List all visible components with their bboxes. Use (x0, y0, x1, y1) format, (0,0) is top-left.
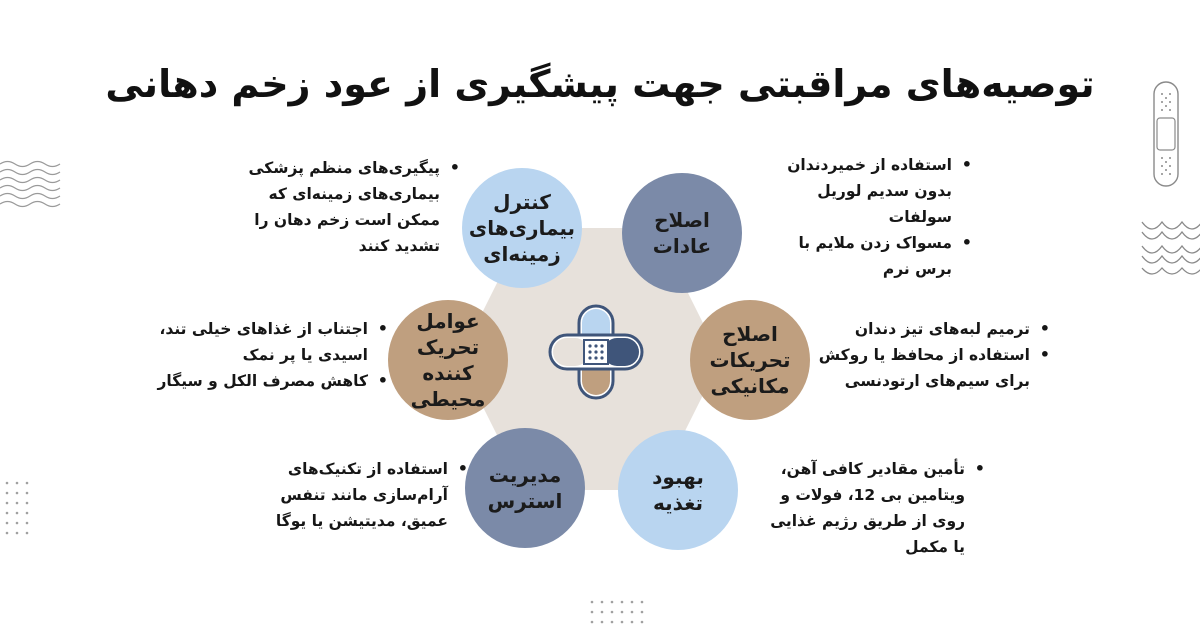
list-item: • کاهش مصرف الکل و سیگار (150, 368, 368, 394)
page-title: توصیه‌های مراقبتی جهت پیشگیری از عود زخم دهانی (105, 62, 1095, 106)
habits-list (760, 152, 974, 282)
environment-list (150, 316, 390, 394)
list-item: • اجتناب از غذاهای خیلی تند، اسیدی یا پر نمک (150, 316, 368, 368)
node-environment-label: عوامل تحریک کننده محیطی (410, 309, 486, 411)
node-disease-control (462, 168, 582, 288)
dot-grid-bottom-decoration (588, 598, 654, 628)
node-nutrition-label: بهبود تغذیه (652, 465, 704, 515)
node-environment (388, 300, 508, 420)
node-disease-control-label: کنترل بیماری‌های زمینه‌ای (468, 190, 576, 266)
node-habits-label: اصلاح عادات (652, 208, 712, 258)
node-stress-label: مدیریت استرس (487, 463, 563, 513)
node-habits (622, 173, 742, 293)
list-item: • ترمیم لبه‌های تیز دندان (815, 316, 1030, 342)
node-mechanical (690, 300, 810, 420)
node-mechanical-label: اصلاح تحریکات مکانیکی (709, 322, 791, 398)
list-item: • استفاده از تکنیک‌های آرام‌سازی مانند تنفس عمیق، مدیتیشن یا یوگا (236, 456, 448, 534)
nutrition-list (755, 456, 987, 560)
node-nutrition (618, 430, 738, 550)
scallop-pattern-decoration (1140, 216, 1200, 278)
list-item: • استفاده از خمیردندان بدون سدیم لوریل سولفات (760, 152, 952, 230)
list-item: • استفاده از محافظ یا روکش برای سیم‌های ارتودنسی (815, 342, 1030, 394)
wave-lines-decoration (0, 160, 62, 214)
dot-grid-left-decoration (4, 480, 38, 542)
node-stress (465, 428, 585, 548)
mechanical-list (815, 316, 1052, 394)
healthcare-cross-icon (548, 304, 644, 400)
list-item: • پیگیری‌های منظم پزشکی بیماری‌های زمینه‌ای که ممکن است زخم دهان را تشدید کنند (222, 155, 440, 259)
list-item: • تأمین مقادیر کافی آهن، ویتامین بی 12، فولات و روی از طریق رژیم غذایی یا مکمل (755, 456, 965, 560)
disease-control-list (222, 155, 462, 259)
list-item: • مسواک زدن ملایم با برس نرم (760, 230, 952, 282)
stress-list (236, 456, 470, 534)
